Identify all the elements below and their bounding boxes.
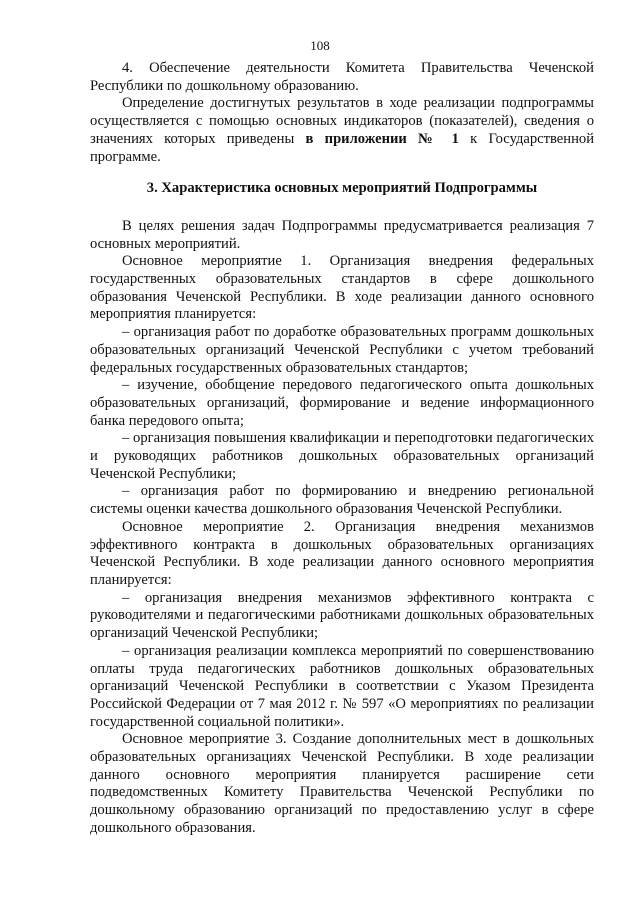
- paragraph-activity-1: Основное мероприятие 1. Организация внедрения федеральных государственных образовательных стандартов в сфере дошкольного образования Чеченской Республики. В ходе реализации данного основного мероприятия планируется:: [90, 253, 594, 323]
- paragraph-activity-3: Основное мероприятие 3. Создание дополнительных мест в дошкольных образовательных организациях Чеченской Республики. В ходе реализации данного основного мероприятия планируется расширение сети подведомственных Комитету Правительства Чеченской Республики по дошкольному образованию организаций по предоставлению услуг в сфере дошкольного образования.: [90, 731, 594, 836]
- document-body: [90, 60, 594, 838]
- page-number: 108: [310, 38, 330, 53]
- appendix-reference: в приложении № 1: [305, 130, 459, 147]
- list-item-activity-1-d: – организация работ по формированию и внедрению региональной системы оценки качества дошкольного образования Чеченской Республики.: [90, 483, 594, 518]
- paragraph-task-4: 4. Обеспечение деятельности Комитета Правительства Чеченской Республики по дошкольному образованию.: [90, 60, 594, 94]
- paragraph-activity-2: Основное мероприятие 2. Организация внедрения механизмов эффективного контракта в дошкольных образовательных организациях Чеченской Республики. В ходе реализации данного основного мероприятия планируется:: [90, 518, 594, 588]
- paragraph-results-definition: [90, 95, 594, 166]
- paragraph-results-text-start: Определение достигнутых результатов в ходе реализации подпрограммы осуществляется с помощью основных индикаторов (показателей), сведения о значениях которых приведены: [90, 95, 594, 147]
- section-heading: 3. Характеристика основных мероприятий Подпрограммы: [146, 180, 538, 197]
- list-item-activity-1-c: – организация повышения квалификации и переподготовки педагогических и руководящих работников дошкольных образовательных организаций Чеченской Республики;: [90, 430, 594, 482]
- paragraph-results-text-end: к Государственной программе.: [90, 130, 595, 165]
- list-item-activity-2-b: – организация реализации комплекса мероприятий по совершенствованию оплаты труда педагогических работников дошкольных образовательных организаций Чеченской Республики в соответствии с Указом Президента Российской Федерации от 7 мая 2012 г. № 597 «О мероприятиях по реализации государственной социальной политики».: [90, 642, 594, 730]
- paragraph-intro: В целях решения задач Подпрограммы предусматривается реализация 7 основных мероприятий.: [90, 217, 594, 252]
- list-item-activity-1-b: – изучение, обобщение передового педагогического опыта дошкольных образовательных организаций, формирование и ведение информационного банка передового опыта;: [90, 377, 594, 429]
- list-item-activity-2-a: – организация внедрения механизмов эффективного контракта с руководителями и педагогическими работниками дошкольных образовательных организаций Чеченской Республики;: [90, 589, 594, 642]
- list-item-activity-1-a: – организация работ по доработке образовательных программ дошкольных образовательных организаций Чеченской Республики с учетом требований федеральных государственных образовательных стандартов;: [90, 324, 594, 376]
